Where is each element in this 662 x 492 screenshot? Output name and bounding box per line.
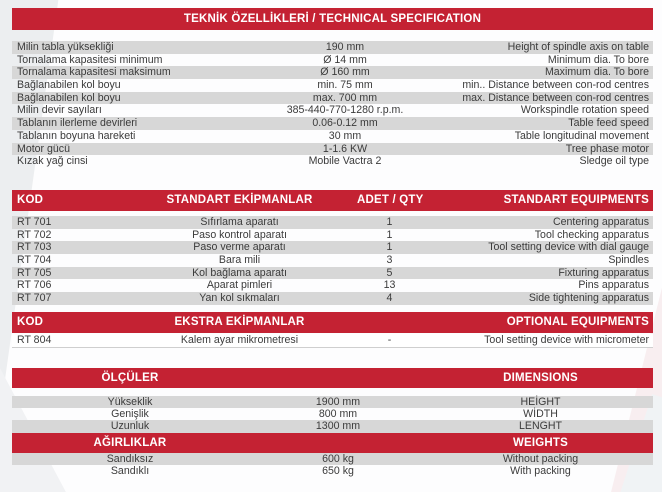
- spec-row: [12, 155, 653, 168]
- spec-label-tr: Milin devir sayıları: [17, 104, 102, 117]
- spec-label-en: Sledge oil type: [579, 155, 649, 168]
- equipment-name-en: Tool setting device with dial gauge: [488, 241, 649, 254]
- equipment-name-tr: Paso kontrol aparatı: [192, 228, 287, 241]
- header-agirliklar: AĞIRLIKLAR: [93, 436, 167, 449]
- equipment-row: [12, 334, 653, 348]
- equipment-qty: -: [387, 333, 392, 346]
- spec-label-tr: Tornalama kapasitesi maksimum: [17, 66, 171, 79]
- spec-value: 385-440-770-1280 r.p.m.: [286, 104, 404, 117]
- spec-label-en: Height of spindle axis on table: [507, 41, 649, 53]
- dimension-label-en: LENGHT: [519, 420, 562, 433]
- spec-row: [12, 41, 653, 54]
- equipment-name-en: Centering apparatus: [553, 215, 649, 228]
- equipment-name-tr: Paso verme aparatı: [193, 241, 286, 254]
- weight-label-tr: Sandıksız: [106, 452, 154, 465]
- equipment-name-en: Pins apparatus: [578, 279, 649, 292]
- equipment-name-tr: Bara mili: [218, 253, 261, 266]
- spec-row: [12, 143, 653, 156]
- sheet-content: [12, 8, 653, 478]
- spec-label-tr: Tablanın ilerleme devirleri: [17, 117, 138, 130]
- dimension-row: [12, 408, 653, 420]
- equipment-name-tr: Kol bağlama aparatı: [192, 266, 287, 279]
- weights-table: [12, 453, 653, 478]
- spec-label-tr: Tornalama kapasitesi minimum: [17, 53, 163, 66]
- equipment-name-en: Fixturing apparatus: [558, 266, 649, 279]
- equipment-qty: 3: [386, 253, 393, 266]
- equipment-row: [12, 292, 653, 305]
- spec-value: max. 700 mm: [312, 91, 378, 104]
- equipment-row: [12, 279, 653, 292]
- equipment-qty: 4: [386, 292, 393, 304]
- equipment-name-tr: Aparat pimleri: [206, 279, 273, 292]
- dimension-row: [12, 420, 653, 432]
- spec-label-en: Workspindle rotation speed: [520, 104, 649, 117]
- equipment-name-en: Spindles: [608, 253, 649, 266]
- spec-row: [12, 66, 653, 79]
- header-adet-qty: ADET / QTY: [357, 193, 424, 206]
- spec-label-en: Table feed speed: [568, 117, 649, 130]
- equipment-code: RT 702: [17, 228, 52, 241]
- dimension-label-tr: Yükseklik: [107, 395, 153, 408]
- equipment-row: [12, 267, 653, 280]
- equipment-row: [12, 229, 653, 242]
- equipment-code: RT 701: [17, 215, 52, 228]
- header-kod: KOD: [17, 315, 44, 328]
- technical-specification-table: [12, 41, 653, 168]
- spec-value: 30 mm: [328, 129, 362, 142]
- equipment-qty: 1: [386, 215, 393, 228]
- equipment-qty: 1: [386, 228, 393, 241]
- spec-row: [12, 54, 653, 67]
- equipment-qty: 5: [386, 266, 393, 279]
- spec-label-tr: Motor gücü: [17, 142, 70, 155]
- header-spacer: [248, 433, 428, 453]
- spec-value: 0.06-0.12 mm: [312, 117, 378, 130]
- weight-value: 650 kg: [322, 465, 354, 478]
- spec-row: [12, 117, 653, 130]
- weight-label-en: With packing: [510, 465, 571, 478]
- dimensions-spacer: [12, 388, 653, 396]
- equipment-name-en: Side tightening apparatus: [528, 292, 649, 304]
- spec-value: 1-1.6 KW: [322, 142, 368, 155]
- equipment-row: [12, 216, 653, 229]
- header-standart-ekipmanlar: STANDART EKİPMANLAR: [166, 193, 313, 206]
- spec-label-en: Minimum dia. To bore: [547, 53, 649, 66]
- weight-label-tr: Sandıklı: [110, 465, 150, 478]
- header-olculer: ÖLÇÜLER: [101, 371, 159, 384]
- optional-equipment-header: [12, 312, 653, 333]
- header-kod: KOD: [17, 193, 44, 206]
- dimension-label-en: HEİGHT: [520, 395, 561, 408]
- header-weights: WEIGHTS: [512, 436, 569, 449]
- dimension-value: 1300 mm: [315, 420, 361, 433]
- equipment-name-en: Tool setting device with micrometer: [484, 333, 649, 346]
- standard-equipment-header: [12, 190, 653, 211]
- spec-value: 190 mm: [325, 41, 365, 53]
- equipment-name-tr: Sıfırlama aparatı: [200, 215, 279, 228]
- equipment-row: [12, 241, 653, 254]
- equipment-code: RT 705: [17, 266, 52, 279]
- spec-row: [12, 104, 653, 117]
- header-qty-empty: [357, 312, 422, 333]
- spec-label-tr: Bağlanabilen kol boyu: [17, 79, 121, 92]
- spec-value: Ø 160 mm: [320, 66, 370, 79]
- spec-label-tr: Bağlanabilen kol boyu: [17, 91, 121, 104]
- spec-label-en: Table longitudinal movement: [514, 129, 649, 142]
- spec-label-tr: Milin tabla yüksekliği: [17, 41, 114, 53]
- header-dimensions: DIMENSIONS: [503, 371, 578, 384]
- equipment-name-tr: Yan kol sıkmaları: [199, 292, 280, 304]
- spec-label-en: max. Distance between con-rod centres: [462, 91, 649, 104]
- spec-value: min. 75 mm: [317, 79, 373, 92]
- dimension-label-en: WİDTH: [523, 408, 558, 421]
- spec-label-tr: Kızak yağ cinsi: [17, 155, 88, 168]
- weights-header: [12, 433, 653, 453]
- dimension-label-tr: Genişlik: [111, 408, 149, 421]
- standard-equipment-table: [12, 216, 653, 305]
- equipment-code: RT 706: [17, 279, 52, 292]
- spec-label-en: Maximum dia. To bore: [544, 66, 649, 79]
- weight-row: [12, 453, 653, 465]
- equipment-name-tr: Kalem ayar mikrometresi: [180, 333, 299, 346]
- spec-row: [12, 130, 653, 143]
- dimension-label-tr: Uzunluk: [110, 420, 150, 433]
- dimensions-table: [12, 396, 653, 433]
- spec-label-en: min.. Distance between con-rod centres: [462, 79, 649, 92]
- equipment-name-en: Tool checking apparatus: [534, 228, 649, 241]
- technical-specification-title: TEKNİK ÖZELLİKLERİ / TECHNICAL SPECIFICATION: [12, 8, 653, 30]
- equipment-qty: 13: [383, 279, 396, 292]
- dimension-row: [12, 396, 653, 408]
- header-spacer: [248, 368, 428, 388]
- spec-label-tr: Tablanın boyuna hareketi: [17, 129, 136, 142]
- dimension-value: 1900 mm: [315, 395, 361, 408]
- weight-label-en: Without packing: [502, 452, 579, 465]
- equipment-code: RT 704: [17, 253, 52, 266]
- equipment-code: RT 703: [17, 241, 52, 254]
- header-optional-equipments: OPTIONAL EQUIPMENTS: [506, 315, 649, 328]
- optional-equipment-section: [12, 312, 653, 348]
- equipment-code: RT 804: [17, 333, 52, 346]
- dimension-value: 800 mm: [318, 408, 358, 421]
- weight-row: [12, 465, 653, 477]
- spec-label-en: Tree phase motor: [565, 142, 649, 155]
- equipment-code: RT 707: [17, 292, 52, 304]
- dimensions-header: [12, 368, 653, 388]
- equipment-row: [12, 254, 653, 267]
- spec-row: [12, 92, 653, 105]
- header-standart-equipments: STANDART EQUIPMENTS: [503, 193, 649, 206]
- equipment-qty: 1: [386, 241, 393, 254]
- spec-value: Mobile Vactra 2: [308, 155, 382, 168]
- header-ekstra-ekipmanlar: EKSTRA EKİPMANLAR: [174, 315, 305, 328]
- spec-value: Ø 14 mm: [323, 53, 367, 66]
- weight-value: 600 kg: [322, 452, 354, 465]
- spec-row: [12, 79, 653, 92]
